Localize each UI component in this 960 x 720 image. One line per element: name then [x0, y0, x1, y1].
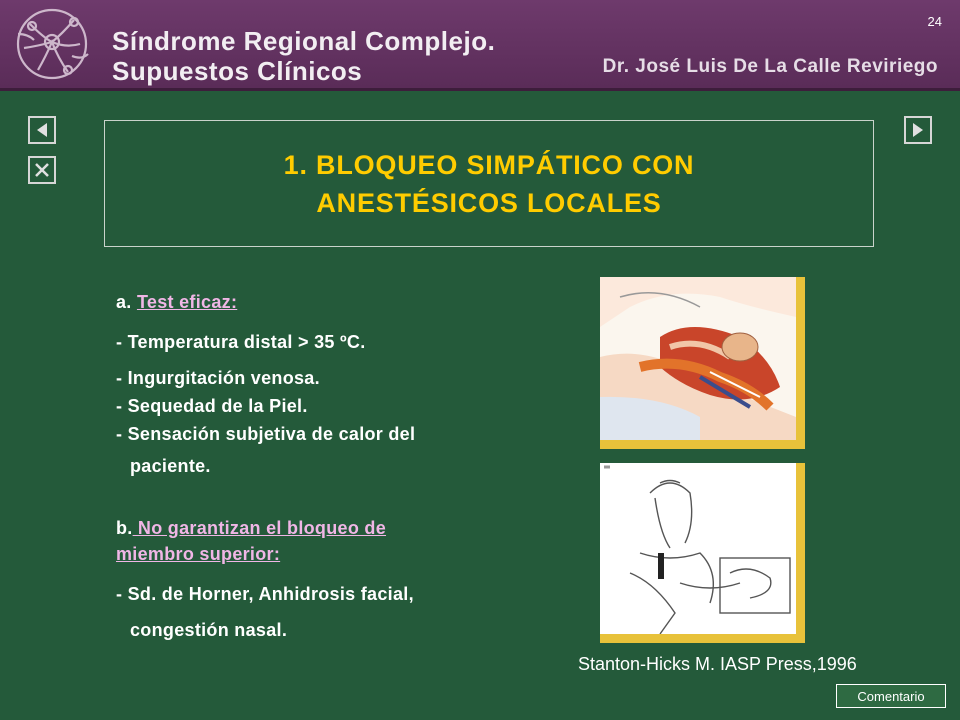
section-b-item: - Sd. de Horner, Anhidrosis facial, [116, 584, 414, 604]
triangle-left-icon [35, 122, 49, 138]
section-b-item: congestión nasal. [130, 620, 288, 640]
header-title-line2: Supuestos Clínicos [112, 56, 363, 86]
prev-slide-button[interactable] [28, 116, 56, 144]
section-b-prefix: b. [116, 518, 133, 538]
section-a-item: - Temperatura distal > 35 ºC. [116, 332, 366, 352]
section-a-heading [116, 292, 237, 313]
neck-anatomy-image [600, 277, 805, 449]
x-close-icon [34, 162, 50, 178]
page-number: 24 [927, 14, 942, 29]
neuron-logo-icon [10, 4, 94, 84]
slide-title-line2: ANESTÉSICOS LOCALES [316, 187, 662, 218]
close-slide-button[interactable] [28, 156, 56, 184]
section-a-item: - Sensación subjetiva de calor del [116, 424, 416, 444]
section-a-title: Test eficaz: [136, 292, 238, 312]
triangle-right-icon [911, 122, 925, 138]
section-b-heading-cont [116, 544, 280, 565]
block-technique-image [600, 463, 805, 643]
section-b-heading [116, 518, 386, 539]
section-a-item: - Sequedad de la Piel. [116, 396, 308, 416]
section-a-item: paciente. [130, 456, 211, 476]
header-title-line1: Síndrome Regional Complejo. [112, 26, 496, 56]
section-b-title-line2: miembro superior: [116, 544, 281, 564]
header-title [112, 26, 495, 86]
citation: Stanton-Hicks M. IASP Press,1996 [578, 654, 857, 674]
section-a-prefix: a. [116, 292, 132, 312]
comment-button[interactable]: Comentario [836, 684, 946, 708]
slide-title-line1: 1. BLOQUEO SIMPÁTICO CON [283, 149, 695, 180]
section-a-item: - Ingurgitación venosa. [116, 368, 320, 388]
header-bar [0, 0, 960, 91]
next-slide-button[interactable] [904, 116, 932, 144]
slide-title-box [104, 120, 874, 247]
author-name: Dr. José Luis De La Calle Reviriego [602, 56, 938, 77]
section-b-title-line1: No garantizan el bloqueo de [132, 518, 387, 538]
